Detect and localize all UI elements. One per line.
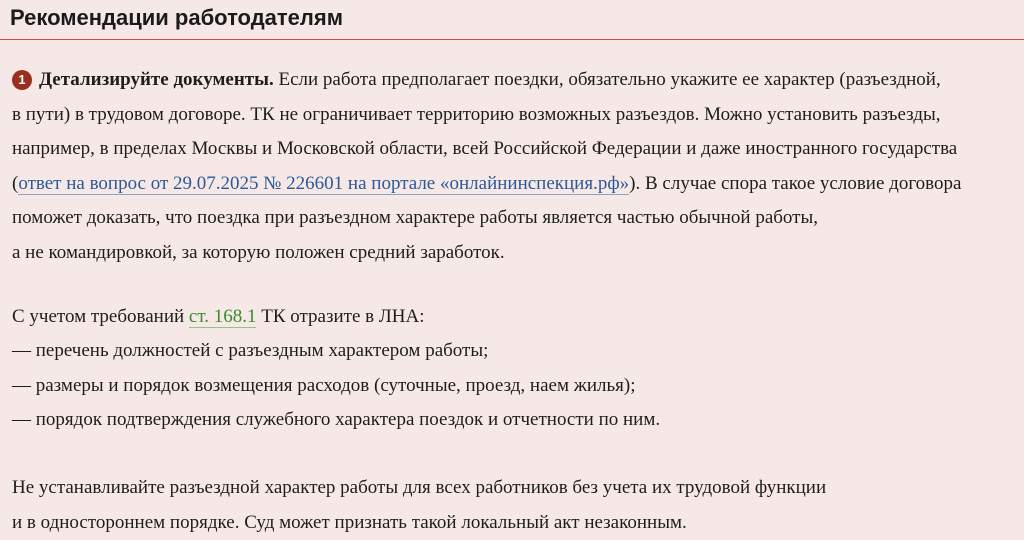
paragraph-lead: Детализируйте документы.: [39, 69, 274, 90]
number-one-icon: 1: [12, 70, 32, 90]
requirements-list-item: — перечень должностей с разъездным характером работы;: [12, 340, 489, 362]
opening-parenthesis: (: [12, 172, 19, 194]
paragraph-text-line-1: Если работа предполагает поездки, обязательно укажите ее характер (разъездной,: [273, 69, 941, 90]
text-after-source-link: ). В случае спора такое условие договора: [629, 172, 962, 194]
warning-line-1: Не устанавливайте разъездной характер работы для всех работников без учета их трудовой функции: [12, 476, 827, 498]
requirements-paragraph: [12, 300, 1012, 438]
article-content: [12, 63, 1012, 540]
warning-paragraph: [12, 471, 1012, 540]
warning-line-2: и в одностороннем порядке. Суд может признать такой локальный акт незаконным.: [12, 511, 687, 533]
article-168-link[interactable]: ст. 168.1: [188, 305, 257, 327]
paragraph-spacer: [12, 271, 1012, 300]
page-header: [0, 0, 1024, 40]
paragraph-text-line-2: в пути) в трудовом договоре. ТК не ограничивает территорию возможных разъездов. Можно установить разъезды,: [12, 103, 941, 125]
requirements-list-item: — размеры и порядок возмещения расходов (суточные, проезд, наем жилья);: [12, 374, 636, 396]
paragraph-text-line-3: например, в пределах Москвы и Московской области, всей Российской Федерации и даже иностранного государства: [12, 138, 958, 160]
requirements-intro-after-link: ТК отразите в ЛНА:: [256, 305, 425, 327]
paragraph-text-line-5: а не командировкой, за которую положен средний заработок.: [12, 241, 505, 263]
paragraph-text-line-4: поможет доказать, что поездка при разъездном характере работы является частью обычной работы,: [12, 207, 818, 229]
paragraph-spacer: [12, 438, 1012, 471]
requirements-intro-before-link: С учетом требований: [12, 305, 189, 327]
requirements-list-item: — порядок подтверждения служебного характера поездок и отчетности по ним.: [12, 409, 661, 431]
source-link[interactable]: ответ на вопрос от 29.07.2025 № 226601 на портале «онлайнинспекция.рф»: [18, 172, 630, 194]
page-title: Рекомендации работодателям: [10, 5, 343, 30]
recommendation-paragraph: [12, 63, 1012, 271]
